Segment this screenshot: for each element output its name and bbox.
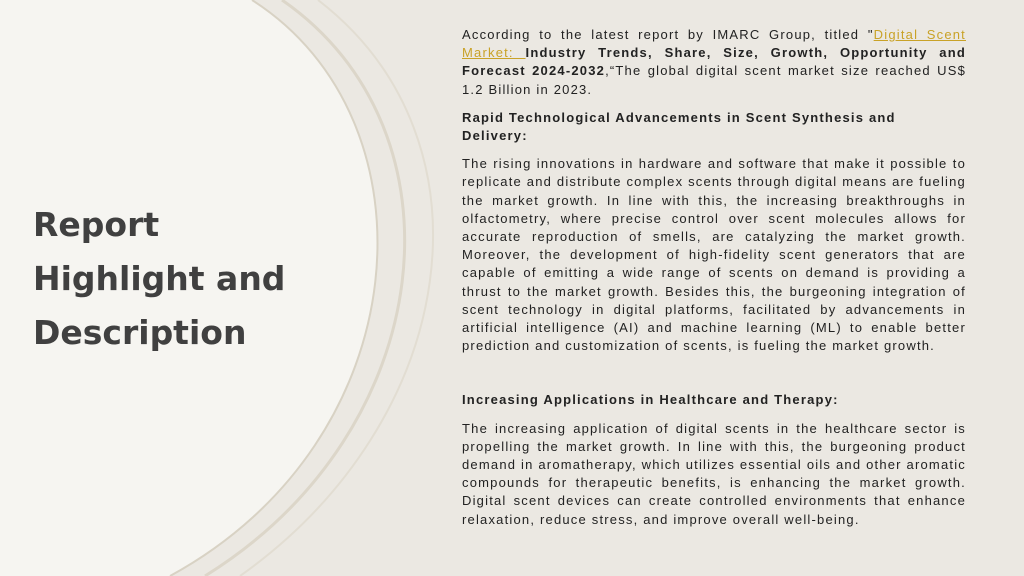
slide-title bbox=[33, 198, 333, 360]
intro-prefix: According to the latest report by IMARC Group, titled " bbox=[462, 27, 874, 42]
report-title-link[interactable]: Digital Scent Market: bbox=[462, 27, 966, 61]
section-body-technology: The rising innovations in hardware and software that make it possible to replicate and distribute complex scents through digital means are fueling the market growth. In line with this, the increasing breakthroughs in olfactometry, where precise control over scent molecules allows for accurate reproduction of smells, are catalyzing the market growth. Moreover, the development of high-fidelity scent generators that are capable of emitting a wide range of scents on demand is providing a thrust to the market growth. Besides this, the burgeoning integration of scent technology in digital platforms, facilitated by advancements in artificial intelligence (AI) and machine learning (ML) to enable better prediction and customization of scents, is fueling the market growth. bbox=[462, 156, 966, 354]
report-title-bold: Industry Trends, Share, Size, Growth, Opportunity and Forecast 2024-2032 bbox=[462, 45, 966, 79]
section-heading-healthcare: Increasing Applications in Healthcare and Therapy: bbox=[462, 392, 839, 408]
intro-suffix: ,“The global digital scent market size reached US$ 1.2 Billion in 2023. bbox=[462, 63, 966, 97]
section-heading-technology: Rapid Technological Advancements in Scent Synthesis and Delivery: bbox=[462, 109, 896, 144]
section-body-healthcare: The increasing application of digital scents in the healthcare sector is propelling the market growth. In line with this, the burgeoning product demand in aromatherapy, which utilizes essential oils and other aromatic compounds for therapeutic benefits, is enhancing the market growth. Digital scent devices can create controlled environments that enhance relaxation, reduce stress, and improve overall well-being. bbox=[462, 420, 966, 527]
intro-paragraph bbox=[462, 26, 966, 99]
title-line-3: Description bbox=[33, 313, 247, 352]
report-content bbox=[462, 26, 966, 539]
title-line-2: Highlight and bbox=[33, 259, 286, 298]
title-line-1: Report bbox=[33, 205, 160, 244]
